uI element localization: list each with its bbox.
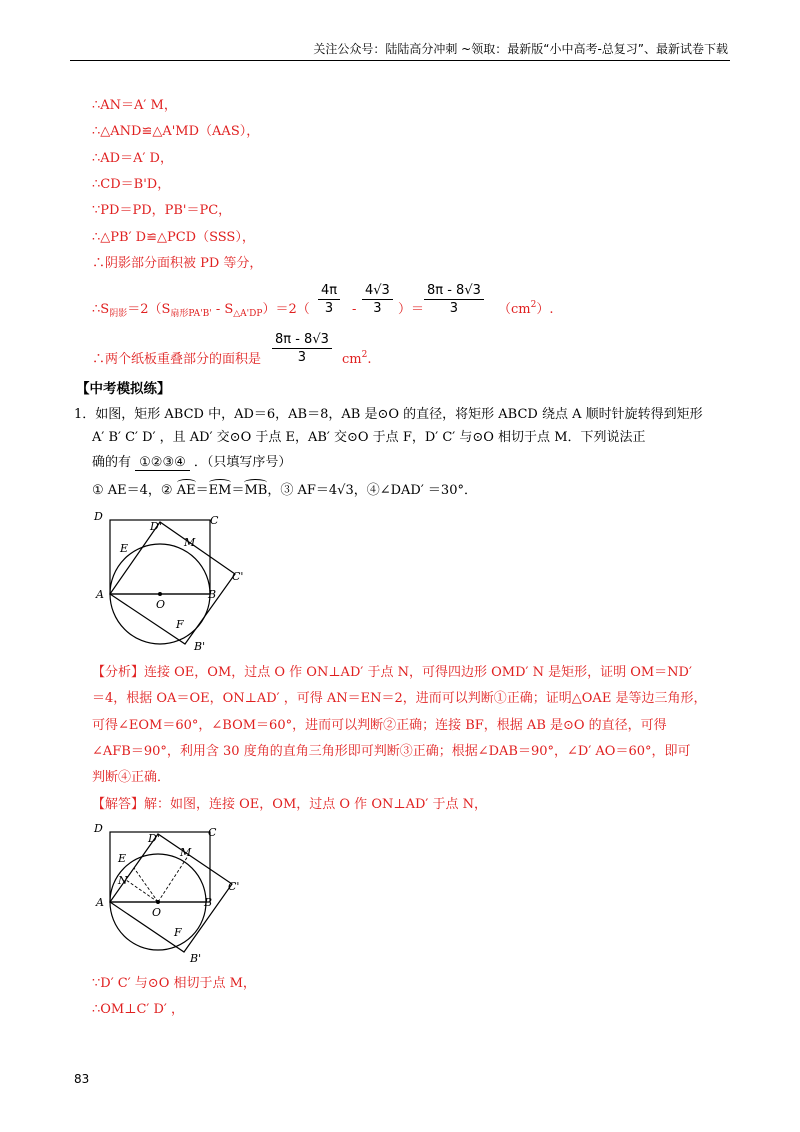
label-f: F xyxy=(176,618,184,631)
arc-em: EM xyxy=(208,483,232,498)
step-4: ∴CD＝B'D， xyxy=(92,177,171,192)
label-c-prime: C' xyxy=(232,570,244,583)
equals-sign: ）＝ xyxy=(398,302,425,317)
analysis-line-4: ∠AFB＝90°，利用含 30 度角的直角三角形即可判断③正确；根据∠DAB＝90°，∠D′ AO＝60°，即可 xyxy=(92,744,691,759)
step-1: ∴AN＝A′ M， xyxy=(92,98,177,113)
label-c-prime-2: C' xyxy=(228,880,240,893)
rect-rotated-2 xyxy=(110,834,232,952)
section-title: 【中考模拟练】 xyxy=(76,381,171,397)
area-formula: $\therefore S_{阴影}=2(S_{扇形PA'B'} - S_{\triangle A'DP})=2$（ xyxy=(92,302,310,319)
label-b-prime: B' xyxy=(194,640,206,653)
label-e-2: E xyxy=(118,852,127,865)
question-line-1: 1．如图，矩形 ABCD 中，AD＝6，AB＝8，AB 是⊙O 的直径，将矩形 ABCD 绕点 A 顺时针旋转得到矩形 xyxy=(74,407,703,422)
label-d-prime: D' xyxy=(150,520,162,533)
label-c-2: C xyxy=(208,826,217,839)
analysis-line-3: 可得∠EOM＝60°，∠BOM＝60°，进而可以判断②正确；连接 BF，根据 AB 是⊙O 的直径，可得 xyxy=(92,718,667,733)
step-6: ∴△PB′ D≌△PCD（SSS）， xyxy=(92,230,255,245)
segment-on xyxy=(126,880,158,902)
arc-mb: MB xyxy=(244,483,268,498)
area-unit: $(cm^2)$. xyxy=(498,300,554,317)
label-d: D xyxy=(94,510,103,523)
tail-line-1: ∵D′ C′ 与⊙O 相切于点 M， xyxy=(92,976,256,991)
page-number: 83 xyxy=(74,1072,90,1086)
question-line-2: A′ B′ C′ D′ ，且 AD′ 交⊙O 于点 E，AB′ 交⊙O 于点 F，D′ C′ 与⊙O 相切于点 M．下列说法正 xyxy=(92,430,646,445)
solution-head: 【解答】解：如图，连接 OE，OM，过点 O 作 ON⊥AD′ 于点 N， xyxy=(92,797,487,812)
label-f-2: F xyxy=(174,926,182,939)
label-b-prime-2: B' xyxy=(190,952,202,965)
step-2: ∴△AND≌△A'MD（AAS）， xyxy=(92,124,260,139)
label-a: A xyxy=(96,588,104,601)
figure-2 xyxy=(90,820,250,970)
label-b: B xyxy=(208,588,217,601)
label-c: C xyxy=(210,514,219,527)
label-b-2: B xyxy=(204,896,213,909)
label-o: O xyxy=(156,598,166,611)
rect-rotated xyxy=(110,522,235,644)
step-5: ∵PD＝PD，PB'＝PC， xyxy=(92,203,232,218)
conclusion-text: ∴两个纸板重叠部分的面积是 xyxy=(92,352,262,367)
label-a-2: A xyxy=(96,896,104,909)
center-dot xyxy=(158,592,162,596)
arc-ae: AE xyxy=(176,483,196,498)
step-3: ∴AD＝A′ D， xyxy=(92,151,173,166)
segment-oe xyxy=(134,868,158,902)
label-m-2: M xyxy=(180,846,192,859)
question-line-3: 确的有 ①②③④ ．（只填写序号） xyxy=(92,455,292,470)
conclusion-unit: $cm^2$. xyxy=(342,350,372,367)
page-header xyxy=(70,38,730,61)
analysis-line-2: ＝4，根据 OA＝OE，ON⊥AD′ ，可得 AN＝EN＝2，进而可以判断①正确；证明△OAE 是等边三角形， xyxy=(92,691,707,706)
label-o-2: O xyxy=(152,906,162,919)
label-e: E xyxy=(120,542,129,555)
fraction-result: $\frac{8\pi - 8√3}{3}$ xyxy=(424,282,484,317)
step-7: ∴阴影部分面积被 PD 等分， xyxy=(92,256,263,271)
fraction-4pi-3: $\frac{4\pi}{3}$ xyxy=(318,282,340,317)
fraction-4sqrt3-3: $\frac{4√3}{3}$ xyxy=(362,282,393,317)
conclusion-fraction: $\frac{8\pi - 8√3}{3}$ xyxy=(272,331,332,366)
minus-sign: - xyxy=(352,302,357,317)
label-n: N xyxy=(118,874,128,887)
question-options: ① AE＝4，② AE＝EM＝MB，③ AF＝4√3，④∠DAD′ ＝30°． xyxy=(92,483,477,498)
answer-blank: ①②③④ xyxy=(135,455,190,471)
figure-1 xyxy=(90,506,250,656)
analysis-line-5: 判断④正确． xyxy=(92,770,171,785)
label-d-2: D xyxy=(94,822,103,835)
header-text: 关注公众号：陆陆高分冲刺 ~领取：最新版“小中高考-总复习”、最新试卷下载 xyxy=(313,42,728,56)
label-m: M xyxy=(184,536,196,549)
label-d-prime-2: D' xyxy=(148,832,160,845)
segment-om xyxy=(158,856,188,902)
center-dot-2 xyxy=(156,900,160,904)
tail-line-2: ∴OM⊥C′ D′ ， xyxy=(92,1002,185,1017)
analysis-line-1: 【分析】连接 OE，OM，过点 O 作 ON⊥AD′ 于点 N，可得四边形 OMD′ N 是矩形，证明 OM＝ND′ xyxy=(92,665,692,680)
